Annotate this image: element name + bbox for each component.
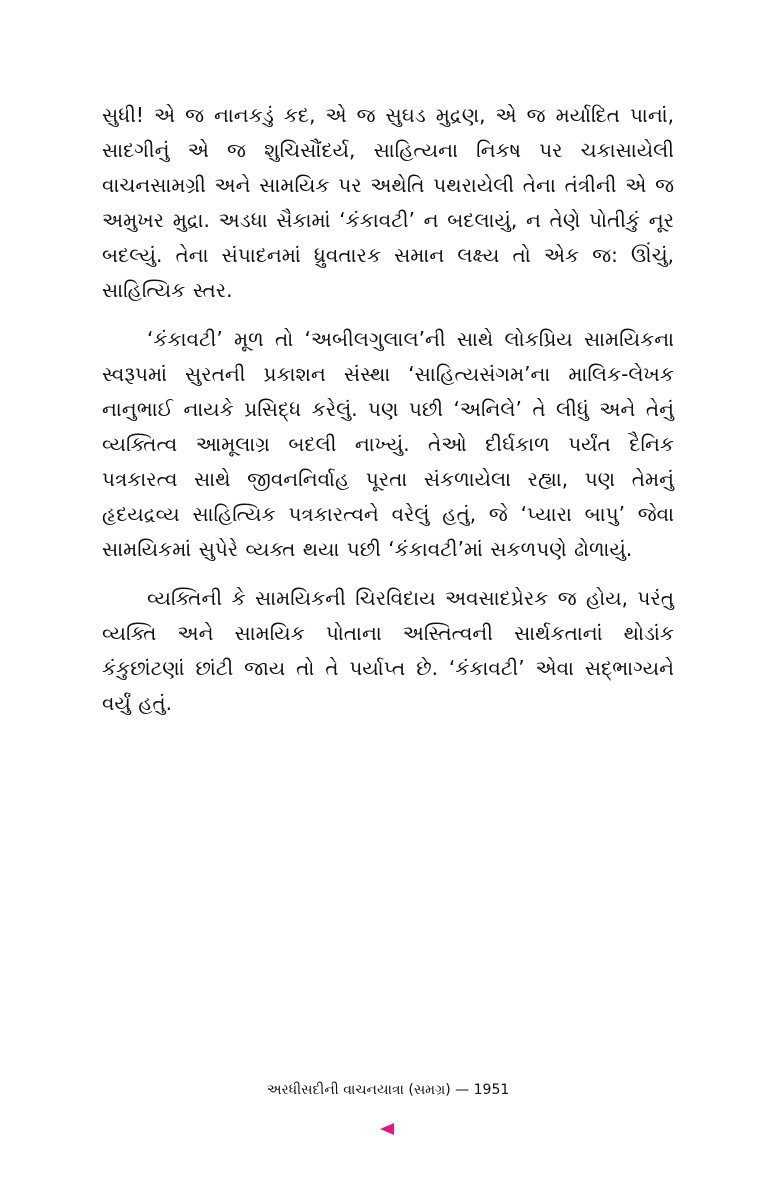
paragraph-1: સુધી! એ જ નાનકડું કદ, એ જ સુઘડ મુદ્રણ, એ જ મર્યાદિત પાનાં, સાદગીનું એ જ શુચિસૌંદર્ય, સાહિત્યના નિકષ પર ચકાસાયેલી વાચનસામગ્રી અને સામયિક પર અથેતિ પથરાયેલી તેના તંત્રીની એ જ અમુખર મુદ્રા. અડધા સૈકામાં ‘કંકાવટી’ ન બદલાયું, ન તેણે પોતીકું નૂર બદલ્યું. તેના સંપાદનમાં ધ્રુવતારક સમાન લક્ષ્ય તો એક જ: ઊંચું, સાહિત્યિક સ્તર. bbox=[102, 103, 674, 302]
previous-page-icon[interactable] bbox=[380, 1123, 394, 1135]
page-footer: અરધીસદીની વાચનયાત્રા (સમગ્ર) — 1951 bbox=[266, 1082, 510, 1098]
paragraph-3: વ્યક્તિની કે સામયિકની ચિરવિદાય અવસાદપ્રેરક જ હોય, પરંતુ વ્યક્તિ અને સામયિક પોતાના અસ્તિત્વની સાર્થકતાનાં થોડાંક કંકુછાંટણાં છાંટી જાય તો તે પર્યાપ્ત છે. ‘કંકાવટી’ એવા સદ્ભાગ્યને વર્યું હતું. bbox=[102, 586, 674, 715]
body-text bbox=[102, 98, 674, 735]
paragraph-2: ‘કંકાવટી’ મૂળ તો ‘અબીલગુલાલ’ની સાથે લોકપ્રિય સામયિકના સ્વરૂપમાં સુરતની પ્રકાશન સંસ્થા ‘સાહિત્યસંગમ’ના માલિક-લેખક નાનુભાઈ નાયકે પ્રસિદ્ધ કરેલું. પણ પછી ‘અનિલે’ તે લીધું અને તેનું વ્યક્તિત્વ આમૂલાગ્ર બદલી નાખ્યું. તેઓ દીર્ઘકાળ પર્યંત દૈનિક પત્રકારત્વ સાથે જીવનનિર્વાહ પૂરતા સંકળાયેલા રહ્યા, પણ તેમનું હૃદયદ્રવ્ય સાહિત્યિક પત્રકારત્વને વરેલું હતું, જે ‘પ્યારા બાપુ’ જેવા સામયિકમાં સુપેરે વ્યક્ત થયા પછી ‘કંકાવટી’માં સકળપણે ઢોળાયું. bbox=[102, 327, 674, 561]
